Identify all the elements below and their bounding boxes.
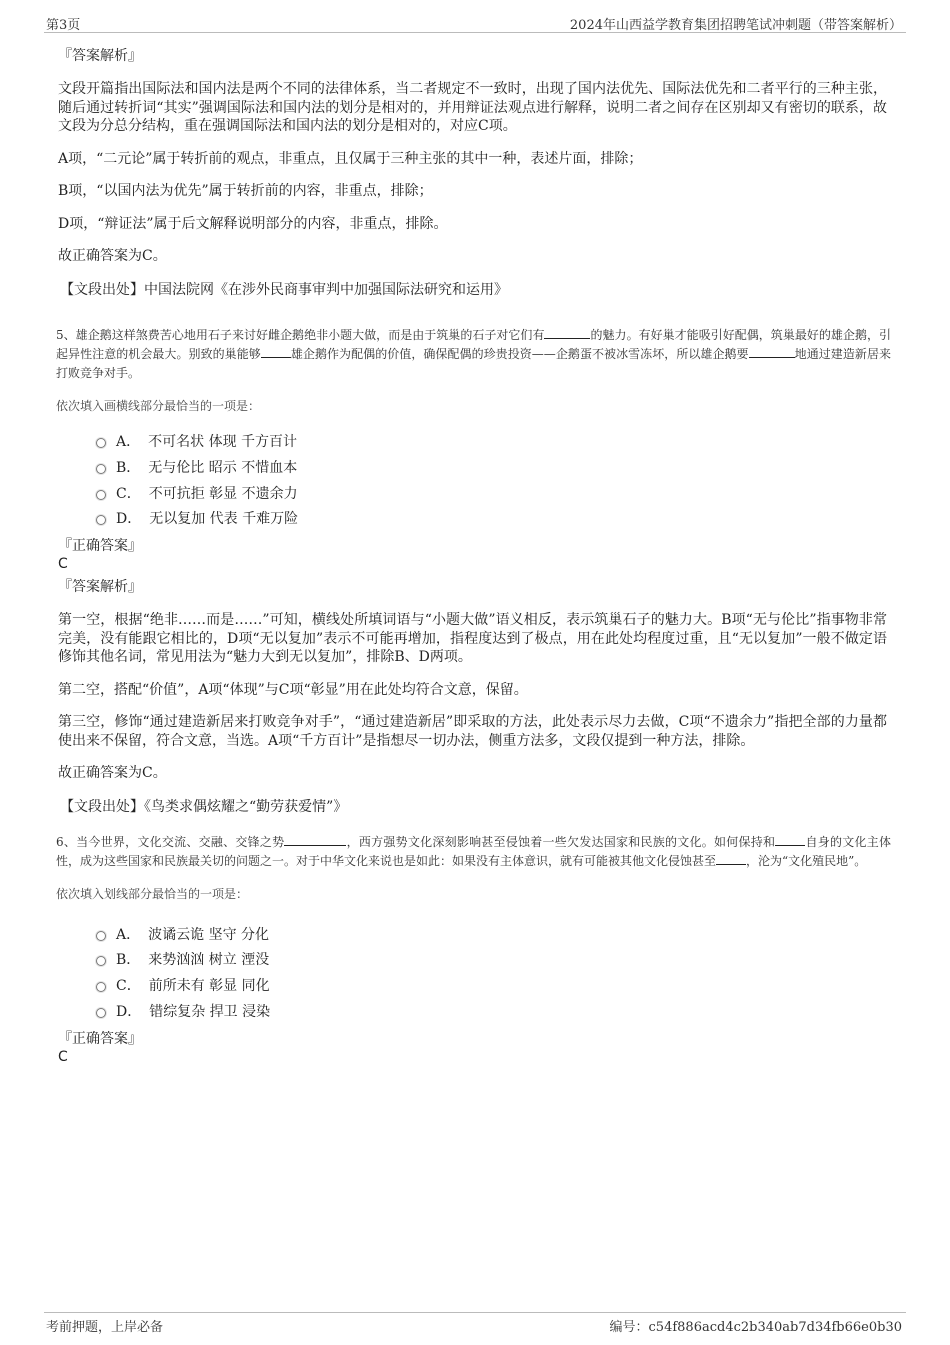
document-id: 编号：c54f886acd4c2b340ab7d34fb66e0b30 (609, 1320, 902, 1335)
question-6 (56, 833, 891, 1066)
q4-source: 【文段出处】中国法院网《在涉外民商事审判中加强国际法研究和运用》 (60, 281, 508, 298)
q6-option-d[interactable]: D． 错综复杂 捍卫 浸染 (96, 998, 891, 1024)
q4-analysis-paragraph: B项，“以国内法为优先”属于转折前的内容，非重点，排除； (58, 183, 433, 199)
footer-slogan: 考前押题，上岸必备 (46, 1320, 164, 1335)
page-number: 第3页 (46, 18, 81, 33)
page-header (44, 14, 906, 33)
blank (284, 833, 346, 846)
radio-button[interactable] (96, 982, 106, 992)
q5-answer-label: 『正确答案』 (58, 538, 142, 555)
radio-button[interactable] (96, 490, 106, 500)
blank (716, 852, 746, 865)
q6-prompt: 依次填入划线部分最恰当的一项是： (56, 886, 249, 901)
q5-option-b[interactable]: B． 无与伦比 昭示 不惜血本 (96, 454, 891, 480)
q6-option-b[interactable]: B． 来势汹汹 树立 湮没 (96, 946, 891, 972)
blank (775, 833, 805, 846)
q6-answer-label: 『正确答案』 (58, 1030, 142, 1047)
q6-stem: 6、当今世界，文化交流、交融、交锋之势 ，西方强势文化深刻影响甚至侵蚀着一些欠发达国家和民族的文化。如何保持和 自身的文化主体性，成为这些国家和民族最关切的问题之一。对于中华文化来说也是如此：如果没有主体意识，就有可能被其他文化侵蚀甚至 ，沦为“文化殖民地”。 (56, 834, 891, 868)
q4-analysis-paragraph: D项，“辩证法”属于后文解释说明部分的内容，非重点，排除。 (58, 215, 448, 232)
q5-stem: 5、雄企鹅这样煞费苦心地用石子来讨好雌企鹅绝非小题大做，而是由于筑巢的石子对它们有 的魅力。有好巢才能吸引好配偶，筑巢最好的雄企鹅，引起异性注意的机会最大。别致的巢能够 雄企鹅作为配偶的价值，确保配偶的珍贵投资——企鹅蛋不被冰雪冻坏，所以雄企鹅要 地通过建造新居来打败竞争对手。 (56, 327, 891, 380)
q6-option-a[interactable]: A． 波谲云诡 坚守 分化 (96, 921, 891, 947)
radio-button[interactable] (96, 438, 106, 448)
q5-analysis-label: 『答案解析』 (58, 579, 142, 596)
q5-source: 【文段出处】《鸟类求偶炫耀之“勤劳获爱情”》 (60, 798, 348, 815)
q4-analysis-paragraph: 文段开篇指出国际法和国内法是两个不同的法律体系，当二者规定不一致时，出现了国内法优先、国际法优先和二者平行的三种主张，随后通过转折词“其实”强调国际法和国内法的划分是相对的，并用辩证法观点进行解释，说明二者之间存在区别却又有密切的联系，故文段为分总分结构，重在强调国际法和国内法的划分是相对的，对应C项。 (58, 81, 887, 134)
q5-analysis-paragraph: 第三空，修饰“通过建造新居来打败竞争对手”，“通过建造新居”即采取的方法，此处表示尽力去做，C项“不遗余力”指把全部的力量都使出来不保留，符合文意，当选。A项“千方百计”是指想尽一切办法，侧重方法多，文段仅提到一种方法，排除。 (58, 714, 887, 749)
q5-option-c[interactable]: C． 不可抗拒 彰显 不遗余力 (96, 480, 891, 506)
q5-conclusion: 故正确答案为C。 (58, 765, 167, 782)
radio-button[interactable] (96, 515, 106, 525)
radio-button[interactable] (96, 464, 106, 474)
q5-option-a[interactable]: A． 不可名状 体现 千方百计 (96, 429, 891, 455)
q5-option-d[interactable]: D． 无以复加 代表 千难万险 (96, 506, 891, 532)
blank (749, 345, 795, 358)
q5-options (96, 429, 891, 532)
page-footer (44, 1312, 906, 1335)
blank (261, 345, 291, 358)
radio-button[interactable] (96, 931, 106, 941)
question-5 (56, 326, 891, 817)
q6-options (96, 921, 891, 1024)
q6-answer: C (58, 1048, 68, 1065)
page-content (56, 44, 891, 1066)
q4-analysis-paragraph: A项，“二元论”属于转折前的观点，非重点，且仅属于三种主张的其中一种，表述片面，排除； (58, 150, 643, 167)
q4-conclusion: 故正确答案为C。 (58, 248, 167, 264)
radio-button[interactable] (96, 956, 106, 966)
document-title: 2024年山西益学教育集团招聘笔试冲刺题（带答案解析） (569, 18, 902, 33)
q5-answer: C (58, 556, 68, 573)
blank (544, 326, 590, 339)
radio-button[interactable] (96, 1008, 106, 1018)
q6-option-c[interactable]: C． 前所未有 彰显 同化 (96, 972, 891, 998)
q5-analysis-paragraph: 第一空，根据“绝非……而是……”可知，横线处所填词语与“小题大做”语义相反，表示筑巢石子的魅力大。B项“无与伦比”指事物非常完美，没有能跟它相比的，D项“无以复加”表示不可能再增加，指程度达到了极点，用在此处均程度过重，且“无以复加”一般不做定语修饰其他名词，常见用法为“魅力大到无以复加”，排除B、D两项。 (58, 612, 887, 666)
q4-analysis-label: 『答案解析』 (58, 48, 142, 64)
q5-prompt: 依次填入画横线部分最恰当的一项是： (56, 398, 261, 413)
q5-analysis-paragraph: 第二空，搭配“价值”，A项“体现”与C项“彰显”用在此处均符合文意，保留。 (58, 681, 528, 698)
